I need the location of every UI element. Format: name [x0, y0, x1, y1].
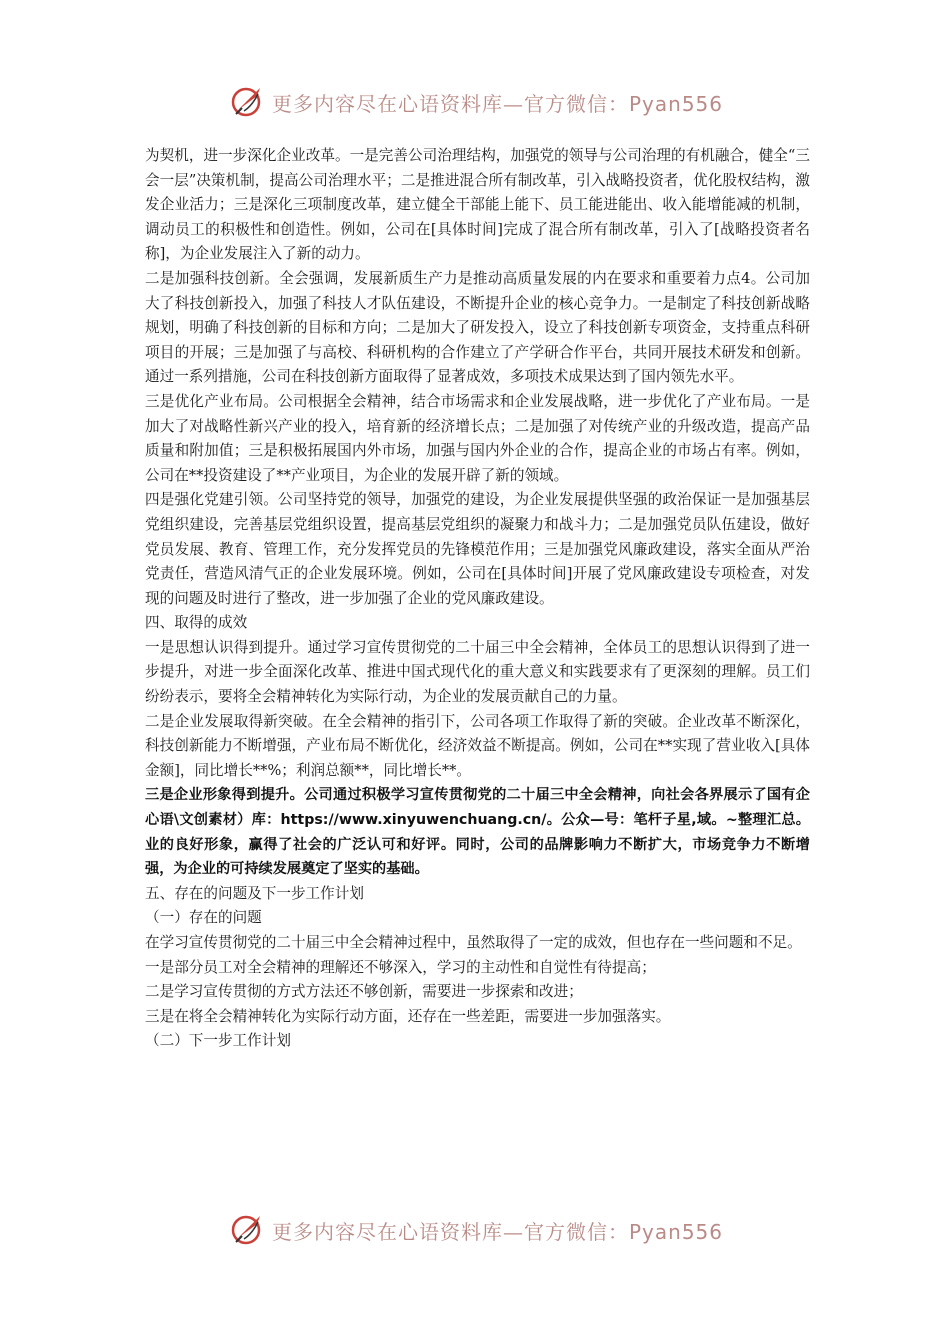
paragraph: 二是学习宣传贯彻的方式方法还不够创新，需要进一步探索和改进； — [145, 983, 583, 1001]
paragraph: 一是思想认识得到提升。通过学习宣传贯彻党的二十届三中全会精神，全体员工的思想认识得到了进一步提升，对进一步全面深化改革、推进中国式现代化的重大意义和实践要求有了更深刻的理解。员工们纷纷表示，要将全会精神转化为实际行动，为企业的发展贡献自己的力量。 — [145, 638, 810, 706]
header-banner — [230, 82, 750, 122]
paragraph: 为契机，进一步深化企业改革。一是完善公司治理结构，加强党的领导与公司治理的有机融合，健全“三会一层”决策机制，提高公司治理水平；二是推进混合所有制改革，引入战略投资者，优化股权结构，激发企业活力；三是深化三项制度改革，建立健全干部能上能下、员工能进能出、收入能增能减的机制，调动员工的积极性和创造性。例如，公司在[具体时间]完成了混合所有制改革，引入了[战略投资者名称]，为企业发展注入了新的动力。 — [145, 147, 810, 263]
quill-logo-icon — [230, 84, 266, 120]
bold-paragraph: 三是企业形象得到提升。公司通过积极学习宣传贯彻党的二十届三中全会精神，向社会各界展示了国有企心语\文创素材）库：https://www.xinyuwenchuang.cn/。公众—号：笔杆子星,域。~整理汇总。业的良好形象，赢得了社会的广泛认可和好评。同时，公司的品牌影响力不断扩大，市场竞争力不断增强，为企业的可持续发展奠定了坚实的基础。 — [145, 787, 810, 878]
banner-text: 更多内容尽在心语资料库—官方微信：Pyan556 — [272, 1219, 724, 1244]
banner-text: 更多内容尽在心语资料库—官方微信：Pyan556 — [272, 91, 724, 116]
footer-banner — [230, 1210, 750, 1250]
quill-logo-icon — [230, 1212, 266, 1248]
paragraph: 三是在将全会精神转化为实际行动方面，还存在一些差距，需要进一步加强落实。 — [145, 1007, 671, 1025]
paragraph: 四是强化党建引领。公司坚持党的领导，加强党的建设，为企业发展提供坚强的政治保证一是加强基层党组织建设，完善基层党组织设置，提高基层党组织的凝聚力和战斗力；二是加强党员队伍建设，做好党员发展、教育、管理工作，充分发挥党员的先锋模范作用；三是加强党风廉政建设，落实全面从严治党责任，营造风清气正的企业发展环境。例如，公司在[具体时间]开展了党风廉政建设专项检查，对发现的问题及时进行了整改，进一步加强了企业的党风廉政建设。 — [145, 491, 810, 607]
document-body — [145, 144, 810, 1054]
section-heading: 四、取得的成效 — [145, 614, 248, 632]
paragraph: 二是企业发展取得新突破。在全会精神的指引下，公司各项工作取得了新的突破。企业改革不断深化，科技创新能力不断增强，产业布局不断优化，经济效益不断提高。例如，公司在**实现了营业收入[具体金额]，同比增长**%；利润总额**，同比增长**。 — [145, 712, 810, 779]
subsection-heading: （二）下一步工作计划 — [145, 1032, 291, 1050]
subsection-heading: （一）存在的问题 — [145, 909, 262, 927]
section-heading: 五、存在的问题及下一步工作计划 — [145, 884, 364, 902]
paragraph: 在学习宣传贯彻党的二十届三中全会精神过程中，虽然取得了一定的成效，但也存在一些问题和不足。 — [145, 934, 802, 951]
paragraph: 一是部分员工对全会精神的理解还不够深入，学习的主动性和自觉性有待提高； — [145, 958, 656, 976]
paragraph: 三是优化产业布局。公司根据全会精神，结合市场需求和企业发展战略，进一步优化了产业布局。一是加大了对战略性新兴产业的投入，培育新的经济增长点；二是加强了对传统产业的升级改造，提高产品质量和附加值；三是积极拓展国内外市场，加强与国内外企业的合作，提高企业的市场占有率。例如，公司在**投资建设了**产业项目，为企业的发展开辟了新的领域。 — [145, 392, 810, 484]
paragraph: 二是加强科技创新。全会强调，发展新质生产力是推动高质量发展的内在要求和重要着力点4。公司加大了科技创新投入，加强了科技人才队伍建设，不断提升企业的核心竞争力。一是制定了科技创新战略规划，明确了科技创新的目标和方向；二是加大了研发投入，设立了科技创新专项资金，支持重点科研项目的开展；三是加强了与高校、科研机构的合作建立了产学研合作平台，共同开展技术研发和创新。通过一系列措施，公司在科技创新方面取得了显著成效，多项技术成果达到了国内领先水平。 — [145, 269, 810, 386]
